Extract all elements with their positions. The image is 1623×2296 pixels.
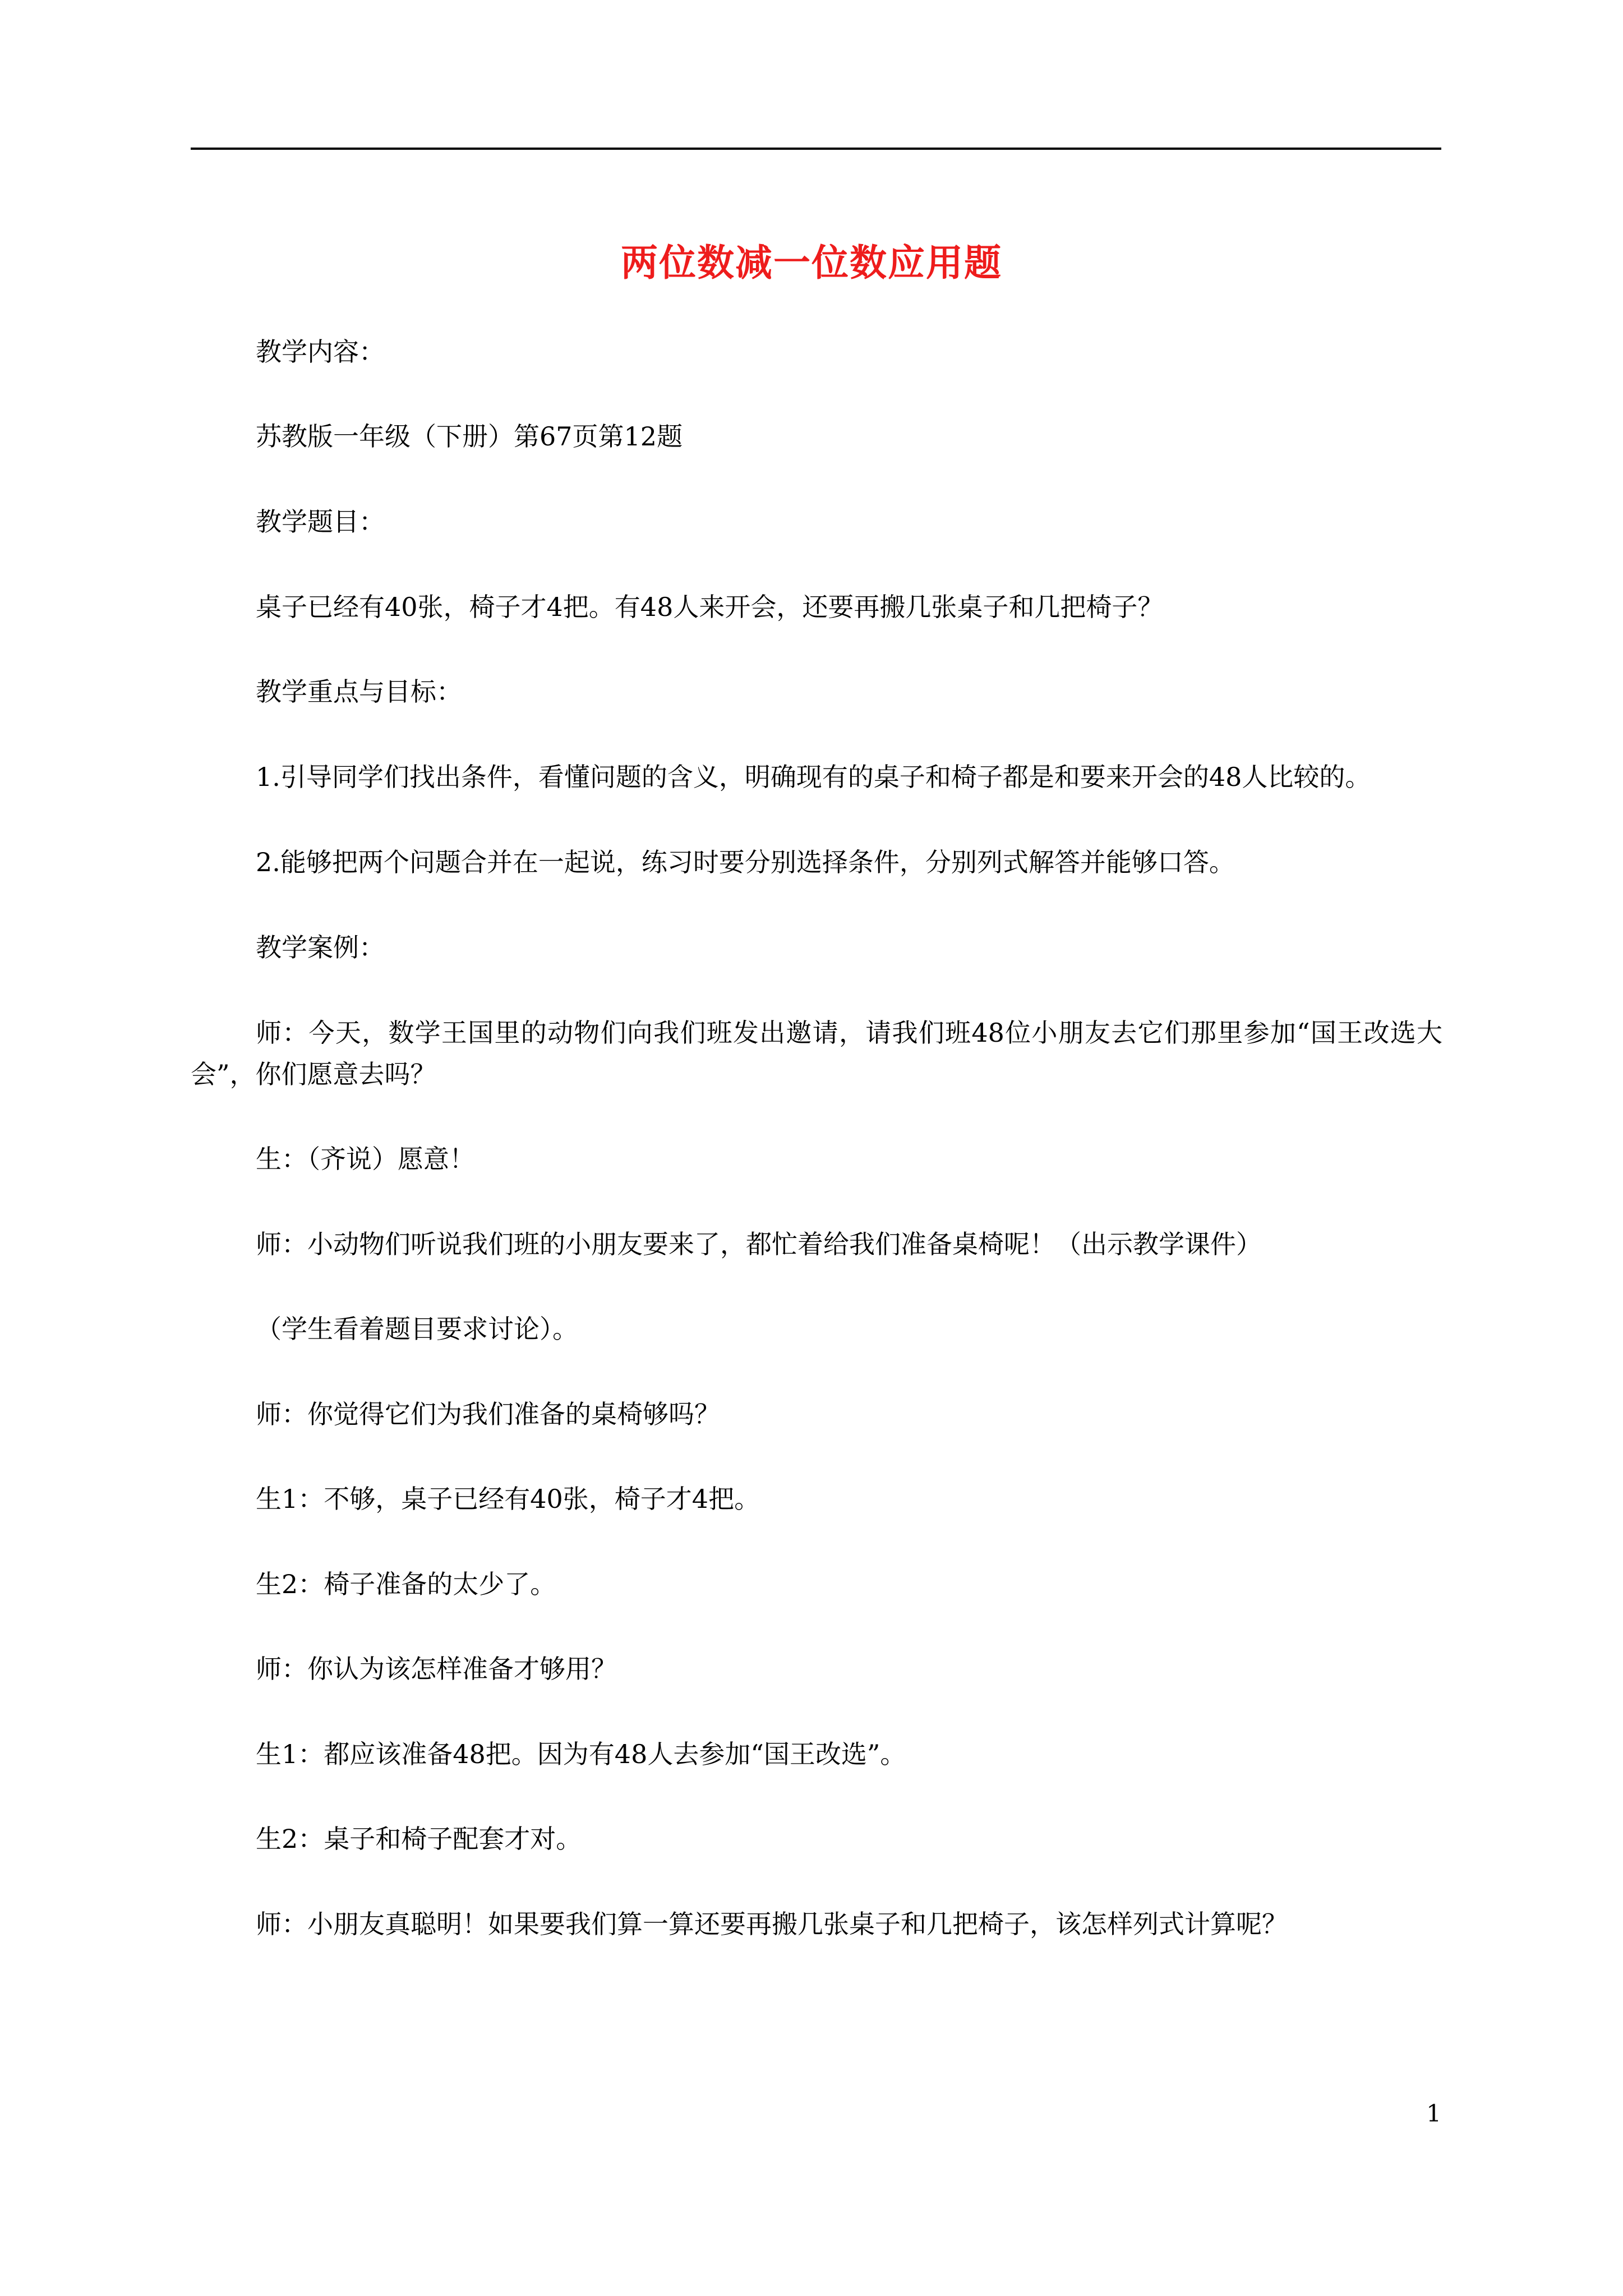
- paragraph: 生：（齐说）愿意！: [256, 1144, 475, 1174]
- paragraph: 教学内容：: [256, 337, 385, 367]
- paragraph: 生2：椅子准备的太少了。: [256, 1569, 556, 1599]
- document-title: 两位数减一位数应用题: [621, 241, 1002, 284]
- paragraph: 桌子已经有40张，椅子才4把。有48人来开会，还要再搬几张桌子和几把椅子？: [256, 592, 1164, 622]
- paragraph: 师：小动物们听说我们班的小朋友要来了，都忙着给我们准备桌椅呢！（出示教学课件）: [256, 1229, 1262, 1259]
- paragraph: 生1：都应该准备48把。因为有48人去参加“国王改选”。: [256, 1739, 906, 1769]
- paragraph: 师：你觉得它们为我们准备的桌椅够吗？: [256, 1399, 720, 1429]
- paragraph: 2.能够把两个问题合并在一起说，练习时要分别选择条件，分别列式解答并能够口答。: [256, 847, 1235, 877]
- paragraph: 教学重点与目标：: [256, 677, 462, 707]
- header-rule: [191, 148, 1441, 150]
- paragraph: 师：你认为该怎样准备才够用？: [256, 1654, 617, 1684]
- document-body: [191, 331, 1442, 1945]
- paragraph: 生1：不够，桌子已经有40张，椅子才4把。: [256, 1484, 760, 1514]
- paragraph: 苏教版一年级（下册）第67页第12题: [256, 421, 683, 452]
- paragraph: 教学题目：: [256, 507, 385, 537]
- paragraph: （学生看着题目要求讨论）。: [256, 1314, 578, 1344]
- paragraph: 生2：桌子和椅子配套才对。: [256, 1824, 582, 1854]
- paragraph: 1.引导同学们找出条件，看懂问题的含义，明确现有的桌子和椅子都是和要来开会的48人比较的。: [256, 762, 1371, 792]
- paragraph: 师：小朋友真聪明！如果要我们算一算还要再搬几张桌子和几把椅子，该怎样列式计算呢？: [256, 1909, 1288, 1939]
- paragraph: 教学案例：: [256, 932, 385, 963]
- paragraph: 师：今天，数学王国里的动物们向我们班发出邀请，请我们班48位小朋友去它们那里参加“国王改选大会”，你们愿意去吗？: [191, 1018, 1442, 1089]
- page-number: 1: [1426, 2100, 1441, 2127]
